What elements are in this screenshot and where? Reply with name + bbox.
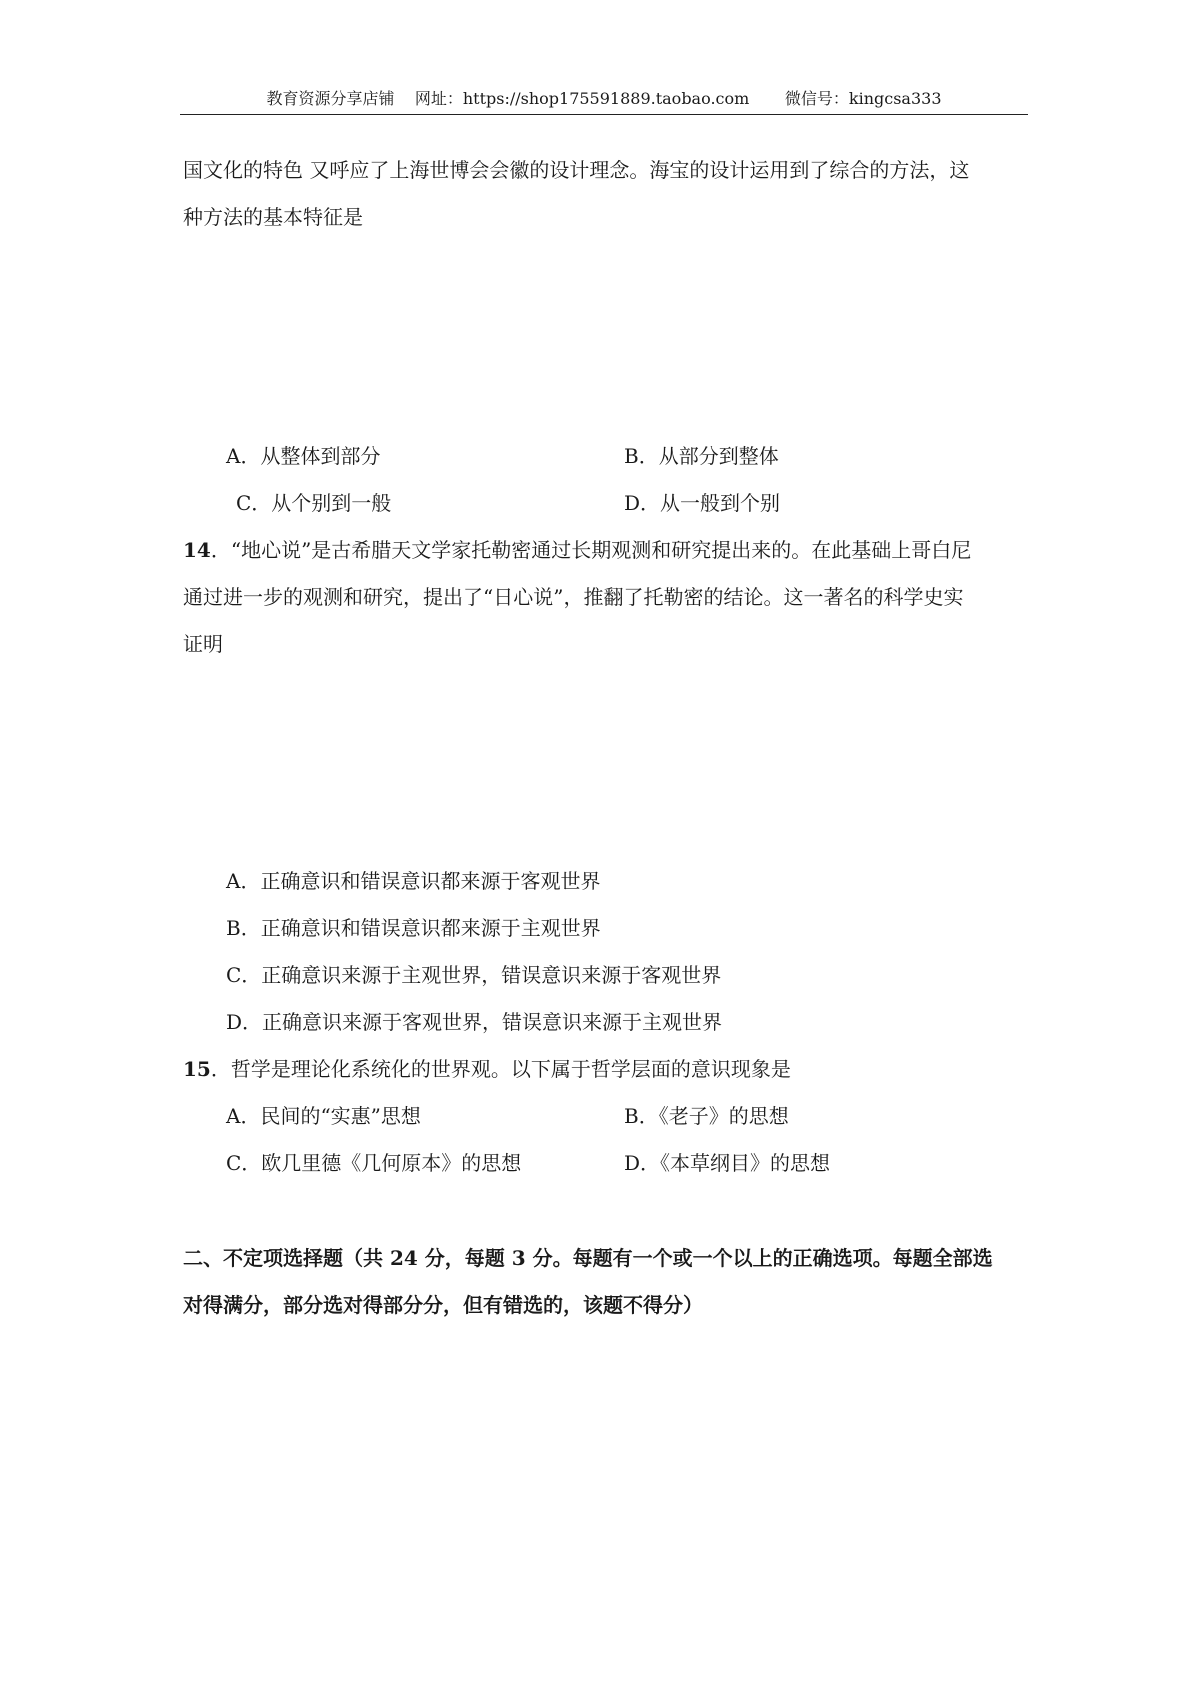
- q14-number: 14: [183, 538, 211, 562]
- q14-stem-line-3: 证明: [183, 632, 223, 656]
- q13-stem-line-1: 国文化的特色 又呼应了上海世博会会徽的设计理念。海宝的设计运用到了综合的方法，这: [183, 158, 970, 182]
- section-2-heading-line-1: 二、不定项选择题（共 24 分，每题 3 分。每题有一个或一个以上的正确选项。每题全部选: [183, 1246, 993, 1270]
- q14-option-d: D．正确意识来源于客观世界，错误意识来源于主观世界: [226, 1010, 723, 1034]
- q13-option-a: A．从整体到部分: [226, 444, 381, 468]
- q15-stem-line-1: [183, 1055, 791, 1083]
- q14-option-b: B．正确意识和错误意识都来源于主观世界: [226, 916, 601, 940]
- q15-stem-line-1-text: ．哲学是理论化系统化的世界观。以下属于哲学层面的意识现象是: [210, 1057, 791, 1081]
- q14-option-a: A．正确意识和错误意识都来源于客观世界: [226, 869, 601, 893]
- q15-option-b: B．《老子》的思想: [624, 1104, 789, 1128]
- q14-stem-line-1-text: ．“地心说”是古希腊天文学家托勒密通过长期观测和研究提出来的。在此基础上哥白尼: [210, 538, 972, 562]
- q14-stem-line-2: 通过进一步的观测和研究，提出了“日心说”，推翻了托勒密的结论。这一著名的科学史实: [183, 585, 964, 609]
- q15-option-c: C．欧几里德《几何原本》的思想: [226, 1151, 522, 1175]
- q13-stem-line-2: 种方法的基本特征是: [183, 205, 363, 229]
- q14-option-c: C．正确意识来源于主观世界，错误意识来源于客观世界: [226, 963, 722, 987]
- q13-option-b: B．从部分到整体: [624, 444, 779, 468]
- q15-number: 15: [183, 1057, 211, 1081]
- q14-stem-line-1: [183, 536, 971, 564]
- q13-option-d: D．从一般到个别: [624, 491, 781, 515]
- section-2-heading-line-2: 对得满分，部分选对得部分分，但有错选的，该题不得分）: [183, 1293, 703, 1317]
- q15-option-a: A．民间的“实惠”思想: [226, 1104, 421, 1128]
- page-header: 教育资源分享店铺 网址：https://shop175591889.taobao.com 微信号：kingcsa333: [180, 84, 1028, 115]
- q15-option-d: D．《本草纲目》的思想: [624, 1151, 831, 1175]
- q13-option-c: C．从个别到一般: [236, 491, 392, 515]
